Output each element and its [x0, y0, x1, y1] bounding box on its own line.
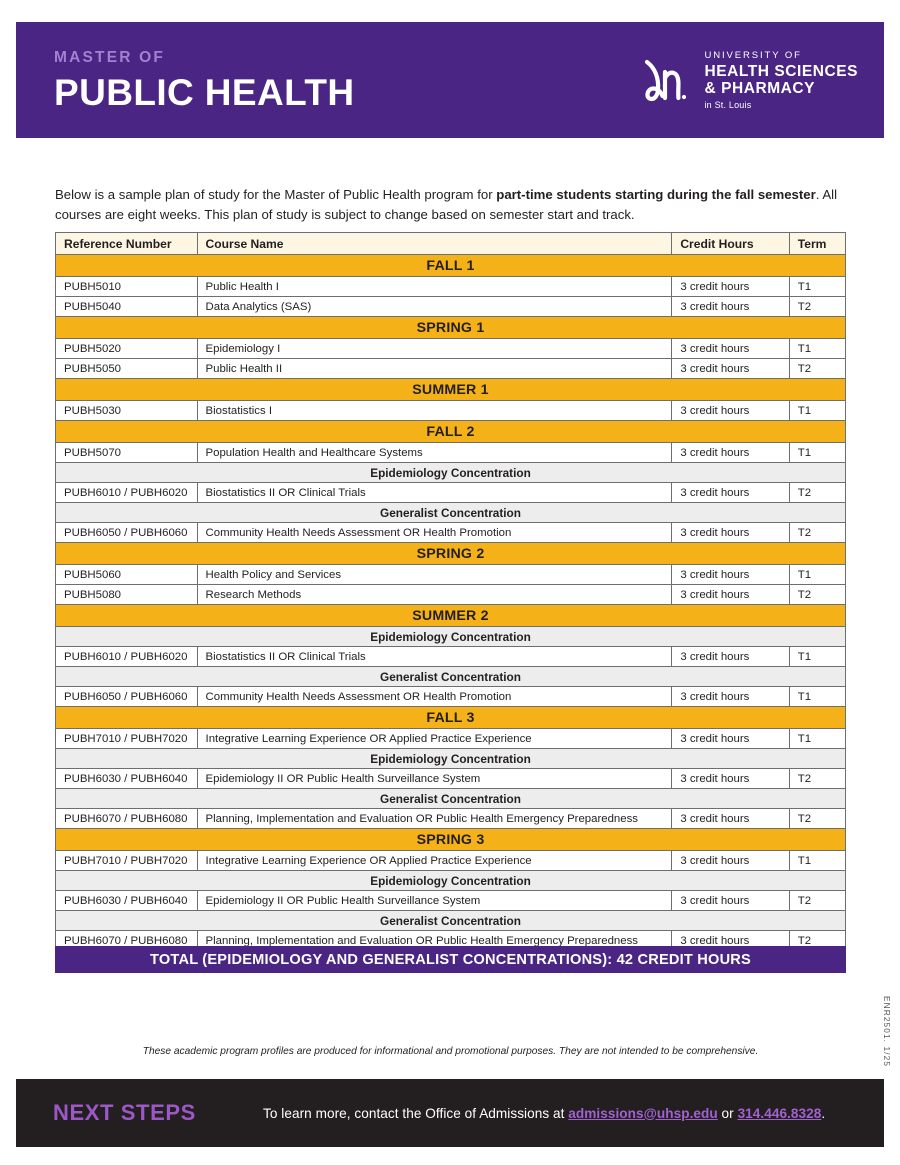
course-credit-hours: 3 credit hours — [672, 297, 789, 317]
course-name: Data Analytics (SAS) — [197, 297, 672, 317]
concentration-header-row — [56, 789, 846, 809]
table-row — [56, 729, 846, 749]
course-reference-number: PUBH5020 — [56, 339, 198, 359]
footer-message-pre: To learn more, contact the Office of Admissions at — [263, 1105, 569, 1121]
header-eyebrow: MASTER OF — [54, 49, 166, 66]
term-header-row — [56, 255, 846, 277]
course-reference-number: PUBH5010 — [56, 277, 198, 297]
concentration-label: Epidemiology Concentration — [56, 749, 846, 769]
course-reference-number: PUBH6070 / PUBH6080 — [56, 931, 198, 951]
table-row — [56, 339, 846, 359]
term-header-label: SUMMER 2 — [56, 605, 846, 627]
page-title: PUBLIC HEALTH — [54, 72, 355, 113]
course-credit-hours: 3 credit hours — [672, 891, 789, 911]
table-row — [56, 523, 846, 543]
table-row — [56, 769, 846, 789]
concentration-label: Generalist Concentration — [56, 789, 846, 809]
table-row — [56, 687, 846, 707]
table-row — [56, 277, 846, 297]
course-credit-hours: 3 credit hours — [672, 809, 789, 829]
header-titles — [54, 49, 355, 111]
document-code: ENR2501. 1/25 — [882, 996, 892, 1068]
course-credit-hours: 3 credit hours — [672, 523, 789, 543]
logo-line-health-sciences: HEALTH SCIENCES — [704, 62, 858, 80]
table-row — [56, 809, 846, 829]
course-reference-number: PUBH6050 / PUBH6060 — [56, 523, 198, 543]
term-header-row — [56, 605, 846, 627]
course-term: T1 — [789, 339, 845, 359]
concentration-header-row — [56, 503, 846, 523]
course-reference-number: PUBH6030 / PUBH6040 — [56, 769, 198, 789]
course-credit-hours: 3 credit hours — [672, 359, 789, 379]
intro-text-bold: part-time students starting during the fall semester — [496, 187, 816, 203]
total-credit-hours-bar: TOTAL (EPIDEMIOLOGY AND GENERALIST CONCENTRATIONS): 42 CREDIT HOURS — [55, 946, 846, 973]
course-name: Planning, Implementation and Evaluation OR Public Health Emergency Preparedness — [197, 809, 672, 829]
course-name: Biostatistics II OR Clinical Trials — [197, 647, 672, 667]
plan-of-study-table — [55, 232, 846, 951]
course-name: Epidemiology II OR Public Health Surveillance System — [197, 891, 672, 911]
table-row — [56, 647, 846, 667]
course-reference-number: PUBH5040 — [56, 297, 198, 317]
course-reference-number: PUBH5030 — [56, 401, 198, 421]
intro-text-2: . All courses are eight weeks. This plan of study is subject to change based on semester start and track. — [55, 187, 838, 223]
course-reference-number: PUBH6070 / PUBH6080 — [56, 809, 198, 829]
term-header-row — [56, 421, 846, 443]
course-reference-number: PUBH5060 — [56, 565, 198, 585]
course-term: T2 — [789, 809, 845, 829]
course-term: T1 — [789, 647, 845, 667]
concentration-label: Epidemiology Concentration — [56, 871, 846, 891]
column-header-course-name: Course Name — [197, 233, 672, 255]
term-header-row — [56, 829, 846, 851]
course-credit-hours: 3 credit hours — [672, 443, 789, 463]
course-term: T1 — [789, 565, 845, 585]
table-row — [56, 401, 846, 421]
course-name: Biostatistics II OR Clinical Trials — [197, 483, 672, 503]
logo-line-location: in St. Louis — [704, 100, 752, 111]
column-header-term: Term — [789, 233, 845, 255]
course-term: T1 — [789, 729, 845, 749]
table-row — [56, 565, 846, 585]
concentration-header-row — [56, 871, 846, 891]
term-header-label: FALL 3 — [56, 707, 846, 729]
course-term: T2 — [789, 891, 845, 911]
column-header-credit-hours: Credit Hours — [672, 233, 789, 255]
university-logo — [641, 50, 858, 111]
table-row — [56, 483, 846, 503]
term-header-label: SUMMER 1 — [56, 379, 846, 401]
course-reference-number: PUBH6010 / PUBH6020 — [56, 483, 198, 503]
footer-message-post: . — [821, 1105, 826, 1121]
table-row — [56, 359, 846, 379]
logo-wordmark — [704, 50, 858, 111]
course-credit-hours: 3 credit hours — [672, 401, 789, 421]
course-name: Public Health I — [197, 277, 672, 297]
table-row — [56, 851, 846, 871]
concentration-label: Epidemiology Concentration — [56, 627, 846, 647]
course-name: Population Health and Healthcare Systems — [197, 443, 672, 463]
course-credit-hours: 3 credit hours — [672, 565, 789, 585]
column-header-reference-number: Reference Number — [56, 233, 198, 255]
course-reference-number: PUBH5080 — [56, 585, 198, 605]
table-row — [56, 585, 846, 605]
course-term: T1 — [789, 443, 845, 463]
admissions-phone-link[interactable]: 314.446.8328 — [737, 1105, 822, 1121]
course-name: Integrative Learning Experience OR Applied Practice Experience — [197, 851, 672, 871]
course-term: T1 — [789, 401, 845, 421]
course-term: T2 — [789, 483, 845, 503]
page-footer — [16, 1079, 884, 1147]
next-steps-label: NEXT STEPS — [53, 1100, 196, 1125]
course-credit-hours: 3 credit hours — [672, 277, 789, 297]
course-reference-number: PUBH7010 / PUBH7020 — [56, 851, 198, 871]
footer-contact-message — [263, 1106, 825, 1121]
table-row — [56, 443, 846, 463]
term-header-label: FALL 2 — [56, 421, 846, 443]
course-term: T1 — [789, 687, 845, 707]
course-name: Epidemiology II OR Public Health Surveillance System — [197, 769, 672, 789]
term-header-label: FALL 1 — [56, 255, 846, 277]
course-term: T2 — [789, 769, 845, 789]
course-reference-number: PUBH6050 / PUBH6060 — [56, 687, 198, 707]
intro-text-1: Below is a sample plan of study for the Master of Public Health program for — [55, 187, 497, 203]
logo-line-pharmacy: & PHARMACY — [704, 80, 816, 97]
course-name: Research Methods — [197, 585, 672, 605]
course-credit-hours: 3 credit hours — [672, 585, 789, 605]
course-name: Biostatistics I — [197, 401, 672, 421]
concentration-header-row — [56, 627, 846, 647]
course-name: Public Health II — [197, 359, 672, 379]
course-credit-hours: 3 credit hours — [672, 647, 789, 667]
intro-paragraph — [55, 185, 850, 225]
uhsp-monogram-icon — [641, 56, 693, 104]
course-term: T2 — [789, 931, 845, 951]
table-header-row — [56, 233, 846, 255]
term-header-label: SPRING 1 — [56, 317, 846, 339]
course-credit-hours: 3 credit hours — [672, 687, 789, 707]
course-reference-number: PUBH5070 — [56, 443, 198, 463]
table-row — [56, 297, 846, 317]
term-header-label: SPRING 3 — [56, 829, 846, 851]
course-name: Planning, Implementation and Evaluation OR Public Health Emergency Preparedness — [197, 931, 672, 951]
course-credit-hours: 3 credit hours — [672, 769, 789, 789]
course-term: T1 — [789, 851, 845, 871]
course-name: Integrative Learning Experience OR Applied Practice Experience — [197, 729, 672, 749]
concentration-header-row — [56, 749, 846, 769]
table-head — [56, 233, 846, 255]
disclaimer-text: These academic program profiles are produced for informational and promotional purposes. They are not intended to be comprehensive. — [142, 1046, 759, 1057]
course-name: Health Policy and Services — [197, 565, 672, 585]
admissions-email-link[interactable]: admissions@uhsp.edu — [568, 1105, 718, 1121]
concentration-header-row — [56, 463, 846, 483]
concentration-label: Generalist Concentration — [56, 911, 846, 931]
course-name: Epidemiology I — [197, 339, 672, 359]
course-reference-number: PUBH6010 / PUBH6020 — [56, 647, 198, 667]
concentration-header-row — [56, 911, 846, 931]
course-reference-number: PUBH7010 / PUBH7020 — [56, 729, 198, 749]
course-term: T2 — [789, 585, 845, 605]
term-header-row — [56, 379, 846, 401]
term-header-row — [56, 543, 846, 565]
logo-line-university: UNIVERSITY OF — [704, 49, 802, 61]
course-credit-hours: 3 credit hours — [672, 339, 789, 359]
course-term: T2 — [789, 359, 845, 379]
table-body — [56, 255, 846, 951]
course-term: T1 — [789, 277, 845, 297]
term-header-row — [56, 317, 846, 339]
concentration-label: Epidemiology Concentration — [56, 463, 846, 483]
concentration-label: Generalist Concentration — [56, 503, 846, 523]
course-credit-hours: 3 credit hours — [672, 931, 789, 951]
course-credit-hours: 3 credit hours — [672, 483, 789, 503]
concentration-label: Generalist Concentration — [56, 667, 846, 687]
course-term: T2 — [789, 297, 845, 317]
page-header — [16, 22, 884, 138]
course-term: T2 — [789, 523, 845, 543]
course-reference-number: PUBH5050 — [56, 359, 198, 379]
course-credit-hours: 3 credit hours — [672, 851, 789, 871]
table-row — [56, 891, 846, 911]
course-name: Community Health Needs Assessment OR Health Promotion — [197, 687, 672, 707]
course-credit-hours: 3 credit hours — [672, 729, 789, 749]
term-header-label: SPRING 2 — [56, 543, 846, 565]
term-header-row — [56, 707, 846, 729]
course-name: Community Health Needs Assessment OR Health Promotion — [197, 523, 672, 543]
concentration-header-row — [56, 667, 846, 687]
course-reference-number: PUBH6030 / PUBH6040 — [56, 891, 198, 911]
footer-message-mid: or — [717, 1105, 738, 1121]
